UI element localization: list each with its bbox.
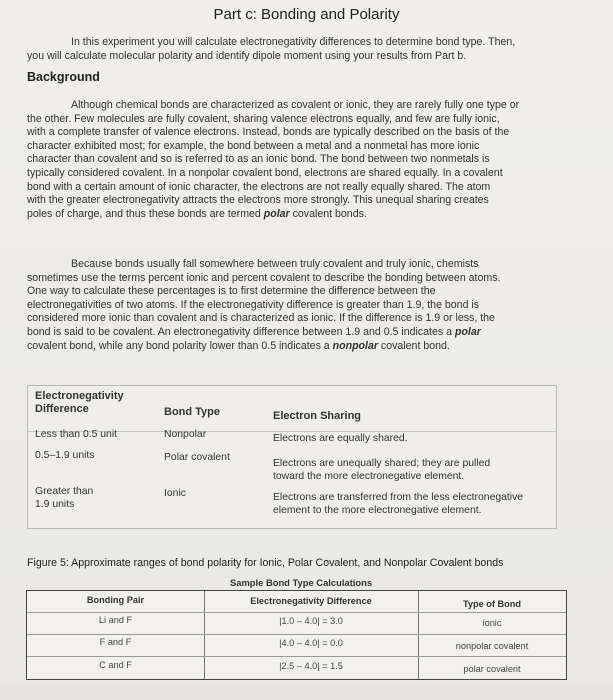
paragraph-line: the other. Few molecules are fully covalent, sharing valence electrons equally, and few are fully ionic, xyxy=(27,112,500,125)
row-divider xyxy=(27,656,566,657)
paragraph-text: covalent bonds. xyxy=(289,207,367,220)
paragraph-text: poles of charge, and thus these bonds are termed xyxy=(27,207,261,220)
intro-line: In this experiment you will calculate electronegativity differences to determine bond type. Then, xyxy=(71,36,516,48)
header-electron-sharing: Electron Sharing xyxy=(273,410,362,422)
paragraph-line xyxy=(27,326,582,340)
figure-caption: Figure 5: Approximate ranges of bond polarity for Ionic, Polar Covalent, and Nonpolar Covalent bonds xyxy=(27,557,504,569)
row-difference: 0.5–1.9 units xyxy=(35,450,95,461)
header-line: Difference xyxy=(35,402,89,415)
background-paragraph-2 xyxy=(27,258,582,353)
difference-line: 1.9 units xyxy=(35,498,75,510)
intro-paragraph xyxy=(27,36,582,63)
emphasis-polar: polar xyxy=(263,207,290,220)
cell-en-difference: |4.0 – 4.0| = 0.0 xyxy=(279,638,343,648)
paragraph-line: Because bonds usually fall somewhere between truly covalent and truly ionic, chemists xyxy=(71,258,479,270)
header-type-of-bond: Type of Bond xyxy=(462,599,521,609)
difference-line: Greater than xyxy=(35,486,94,497)
cell-en-difference: |1.0 – 4.0| = 3.0 xyxy=(279,616,343,626)
row-difference xyxy=(35,486,93,511)
header-bond-type: Bond Type xyxy=(164,406,221,418)
paragraph-text: bond is said to be covalent. An electronegativity difference between 1.9 and 0.5 indicates a xyxy=(27,325,453,338)
paragraph-text: covalent bond. xyxy=(377,339,450,352)
row-bond-type: Ionic xyxy=(164,488,186,499)
paragraph-line: with a complete transfer of valence electrons. Instead, bonds are typically described on the basis of the xyxy=(27,126,510,139)
sharing-line: toward the more electronegative element. xyxy=(273,470,465,482)
paragraph-line: sometimes use the terms percent ionic and percent covalent to describe the bonding between atoms. xyxy=(27,271,501,284)
paragraph-line: considered more ionic than covalent and is characterized as ionic. If the difference is 1.9 or less, the xyxy=(27,312,495,325)
header-en-difference: Electronegativity Difference xyxy=(250,596,372,606)
sample-table-title: Sample Bond Type Calculations xyxy=(230,577,373,588)
paragraph-line xyxy=(27,340,582,354)
emphasis-polar: polar xyxy=(454,325,481,338)
header-difference xyxy=(35,390,124,415)
cell-bonding-pair: C and F xyxy=(99,660,132,670)
sharing-line: element to the more electronegative element. xyxy=(273,504,482,516)
sharing-line: Electrons are unequally shared; they are pulled xyxy=(273,458,491,469)
background-heading: Background xyxy=(27,70,100,84)
header-line: Electronegativity xyxy=(35,390,124,402)
cell-type-of-bond: nonpolar covalent xyxy=(455,641,529,651)
row-divider xyxy=(27,612,566,613)
emphasis-nonpolar: nonpolar xyxy=(332,339,378,352)
paragraph-line: electronegativities of two atoms. If the electronegativity difference is greater than 1.9, the bond is xyxy=(27,298,480,311)
sample-bond-table xyxy=(26,590,567,680)
paragraph-line: Although chemical bonds are characterized as covalent or ionic, they are rarely fully one type or xyxy=(71,99,520,111)
row-sharing xyxy=(273,458,490,483)
paragraph-line xyxy=(27,208,582,222)
row-sharing: Electrons are equally shared. xyxy=(273,433,408,444)
paragraph-line: One way to calculate these percentages is to first determine the difference between the xyxy=(27,285,436,298)
electronegativity-table xyxy=(27,385,557,529)
paragraph-line: typically considered covalent. In a nonpolar covalent bond, electrons are shared equally. In a covalent xyxy=(27,166,503,179)
header-bonding-pair: Bonding Pair xyxy=(86,595,145,605)
paragraph-line: character than covalent and so is referred to as an ionic bond. The bond between two nonmetals is xyxy=(27,153,490,166)
paragraph-line: with the greater electronegativity attracts the electrons more strongly. This unequal sharing creates xyxy=(27,194,489,207)
page-title: Part c: Bonding and Polarity xyxy=(213,6,400,23)
background-paragraph-1 xyxy=(27,99,582,221)
cell-type-of-bond: polar covalent xyxy=(463,664,521,674)
row-sharing xyxy=(273,492,523,517)
row-bond-type: Polar covalent xyxy=(164,452,230,463)
cell-en-difference: |2.5 – 4.0| = 1.5 xyxy=(279,661,343,671)
cell-bonding-pair: F and F xyxy=(99,637,132,647)
paragraph-line: bond with a certain amount of ionic character, the electrons are not really equally shared. The atom xyxy=(27,180,491,193)
sharing-line: Electrons are transferred from the less electronegative xyxy=(273,492,524,503)
intro-line: you will calculate molecular polarity and identify dipole moment using your results from Part b. xyxy=(27,49,467,62)
cell-type-of-bond: ionic xyxy=(482,618,502,628)
paragraph-line: character exhibited most; for example, the bond between a metal and a nonmetal has more ionic xyxy=(27,139,480,152)
page-bottom-margin xyxy=(0,684,613,700)
row-divider xyxy=(27,634,566,635)
row-bond-type: Nonpolar xyxy=(164,429,207,440)
paragraph-text: covalent bond, while any bond polarity lower than 0.5 indicates a xyxy=(27,339,330,352)
cell-bonding-pair: Li and F xyxy=(98,615,133,625)
row-difference: Less than 0.5 unit xyxy=(35,429,118,440)
